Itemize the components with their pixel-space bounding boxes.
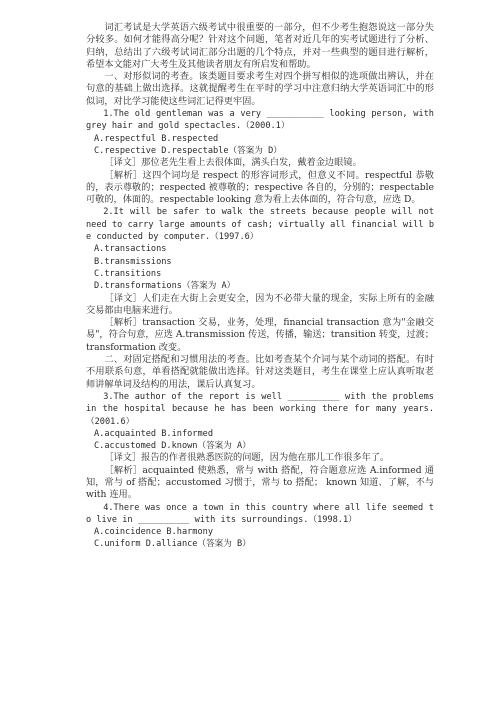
question-2-translation: ［译文］人们走在大街上会更安全，因为不必带大量的现金，实际上所有的金融交易都由电脑来进行。 <box>86 292 434 316</box>
question-3-analysis: ［解析］acquainted 使熟悉，常与 with 搭配，符合题意应选 A.informed 通知，常与 of 搭配；accustomed 习惯于，常与 to 搭配； known 知道、了解，不与 with 连用。 <box>86 464 434 501</box>
intro-paragraph: 词汇考试是大学英语六级考试中很重要的一部分，但不少考生抱怨说这一部分失分较多。如何才能得高分呢？针对这个问题，笔者对近几年的实考试题进行了分析、归纳，总结出了六级考试词汇部分出题的几个特点，并对一些典型的题目进行解析，希望本文能对广大考生及其他读者朋友有所启发和帮助。 <box>86 22 434 70</box>
question-3-options-cd: C.accustomed D.known（答案为 A） <box>94 441 251 452</box>
question-2-stem: 2.It will be safer to walk the streets because people will not need to carry large amounts of cash; virtually all financial will be conducted by computer.（1997.6） <box>86 207 434 243</box>
question-1-options-cd: C.respective D.respectable（答案为 D） <box>94 145 282 156</box>
question-2-option-c: C.transitions <box>94 268 162 279</box>
question-1-options-ab: A.respectful B.respected <box>94 133 219 144</box>
question-2-option-d: D.transformations（答案为 A） <box>94 281 236 292</box>
section-2-heading-paragraph: 二、对固定搭配和习惯用法的考查。比如考查某个介词与某个动词的搭配。有时不用联系句意，单看搭配就能做出选择。针对这类题目，考生在课堂上应认真听取老师讲解单词及结构的用法，课后认真复习。 <box>86 354 434 390</box>
document-page <box>86 22 434 551</box>
question-4-options-ab: A.coincidence B.harmony <box>94 527 213 538</box>
question-2-option-a: A.transactions <box>94 244 167 255</box>
question-4-stem: 4.There was once a town in this country where all life seemed to live in __________ with its surroundings.（1998.1） <box>86 502 434 525</box>
question-1-translation: ［译文］那位老先生看上去很体面，满头白发，戴着金边眼镜。 <box>104 157 362 169</box>
question-2-option-b: B.transmissions <box>94 256 172 267</box>
question-3-translation: ［译文］报告的作者很熟悉医院的问题，因为他在那儿工作很多年了。 <box>104 452 390 464</box>
question-1-stem: 1.The old gentleman was a very ___________ looking person, with grey hair and gold spectacles.（2000.1） <box>86 109 434 132</box>
question-3-options-ab: A.acquainted B.informed <box>94 428 213 439</box>
section-1-heading-paragraph: 一、对形似词的考查。该类题目要求考生对四个拼写相似的选项做出辨认，并在句意的基础上做出选择。这就提醒考生在平时的学习中注意归纳大学英语词汇中的形似词，对比学习能使这些词汇记得更牢固。 <box>86 71 434 107</box>
question-3-stem: 3.The author of the report is well __________ with the problems in the hospital because he has been working there for many years.（2001.6） <box>86 391 434 427</box>
question-4-options-cd: C.uniform D.alliance（答案为 B） <box>94 539 251 550</box>
question-1-analysis: ［解析］这四个词均是 respect 的形容词形式，但意义不同。respectful 恭敬的，表示尊敬的；respected 被尊敬的；respective 各自的，分别的；respectable 可敬的，体面的。respectable looking 意为看上去体面的，符合句意，应选 D。 <box>86 169 434 206</box>
question-2-analysis: ［解析］transaction 交易，业务，处理，financial transaction 意为"金融交易"，符合句意，应选 A.transmission 传送，传播，输送；transition 转变，过渡；transformation 改变。 <box>86 317 434 353</box>
